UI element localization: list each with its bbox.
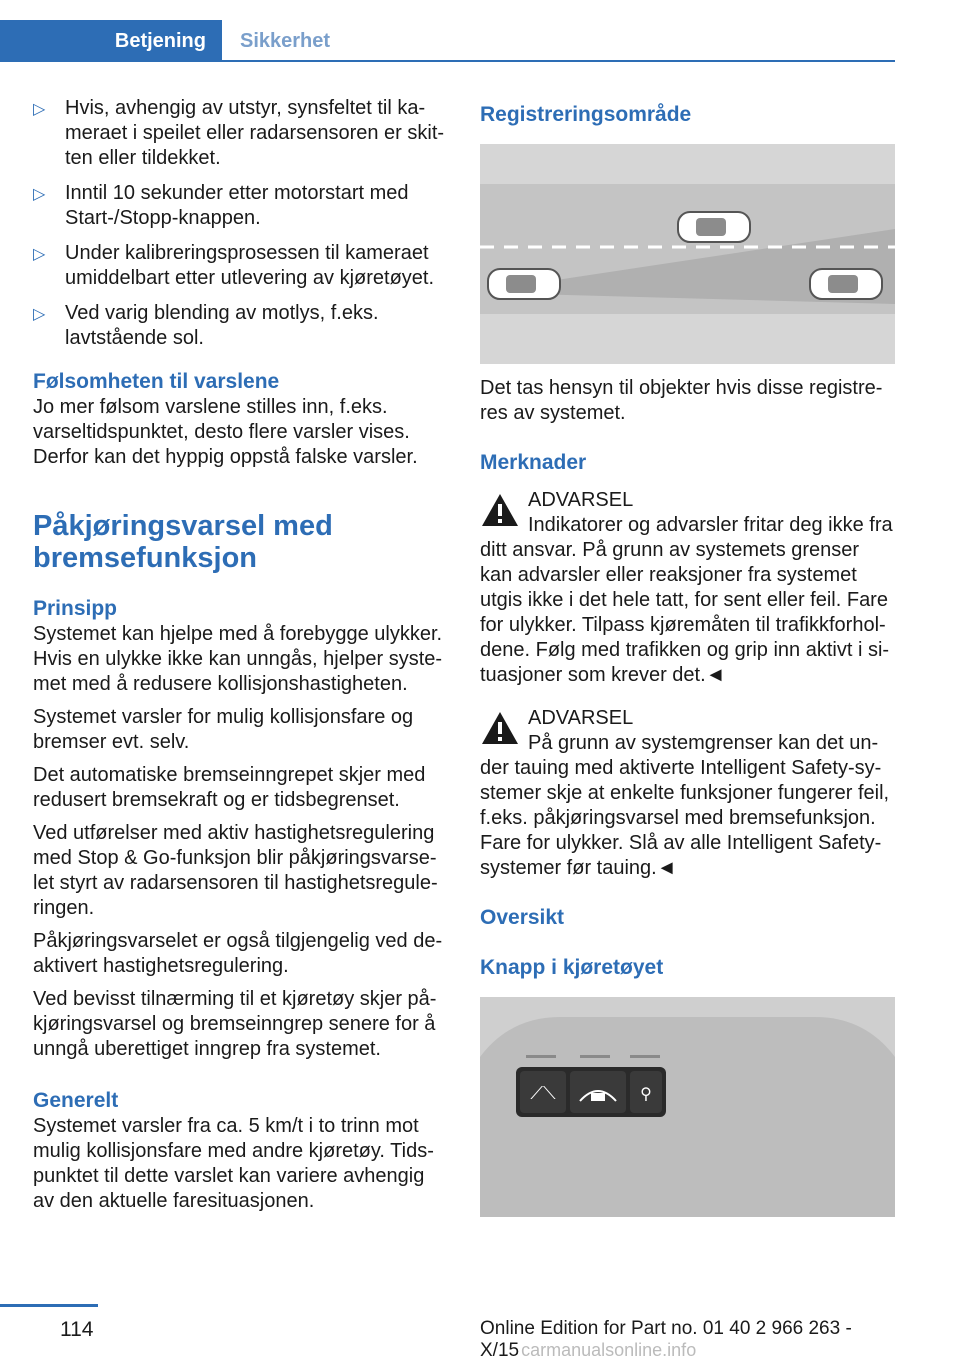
warning-triangle-icon	[480, 492, 520, 528]
header-divider	[222, 60, 895, 62]
list-item: ▷ Hvis, avhengig av utstyr, synsfeltet til kameraet i speilet eller radarsensoren er skitten eller tildekket.	[33, 97, 445, 169]
left-column	[33, 96, 448, 1222]
list-item: ▷ Inntil 10 sekunder etter motorstart med Start-/Stopp-knappen.	[33, 182, 409, 229]
button-panel-illustration	[480, 997, 895, 1217]
warning-block	[480, 488, 895, 513]
registration-heading: Registreringsområde	[480, 103, 692, 126]
car-icon	[678, 212, 750, 242]
footer-edition: Online Edition for Part no. 01 40 2 966 263 - X/15 carmanualsonline.info	[480, 1318, 852, 1361]
tab-sikkerhet[interactable]: Sikkerhet	[240, 29, 331, 52]
main-heading: Påkjøringsvarsel med bremsefunksjon	[33, 510, 333, 574]
limitations-list	[33, 96, 448, 361]
collision-warning-button-icon	[570, 1071, 626, 1113]
warning-text: På grunn av systemgrenser kan det under tauing med aktiverte Intelligent Safety-systemer skje at enkelte funksjoner fungerer feil, f.eks. påkjøringsvarsel med bremsefunksjon. Fare for ulykker. Slå av alle Intelligent Safety-systemer før tauing.◄	[480, 732, 890, 879]
header-tabbar	[0, 0, 895, 62]
car-icon	[810, 269, 882, 299]
list-item: ▷ Under kalibreringsprosessen til kameraet umiddelbart etter utlevering av kjøretøyet.	[33, 242, 435, 289]
triangle-bullet-icon: ▷	[33, 101, 46, 118]
principle-heading: Prinsipp	[33, 597, 118, 620]
warning-text: Indikatorer og advarsler fritar deg ikke fra ditt ansvar. På grunn av systemets grenser kan advarsler eller reaksjoner fra systemet utgis ikke i det hele tatt, for sent eller feil. Fare for ulykker. Tilpass kjøremåten til trafikkforholdene. Følg med trafikken og grip inn aktivt i situasjoner som krever det.◄	[480, 514, 893, 686]
triangle-bullet-icon: ▷	[33, 186, 46, 203]
warning-triangle-icon	[480, 710, 520, 746]
sensitivity-text: Jo mer følsom varslene stilles inn, f.eks. varseltidspunktet, desto flere varsler vises. Derfor kan det hyppig oppstå falske varsler.	[33, 396, 418, 468]
principle-paragraph: Påkjøringsvarselet er også tilgjengelig ved deaktivert hastighetsregulering.	[33, 930, 443, 977]
road-diagram	[480, 144, 895, 364]
pedestrian-warning-button-icon	[630, 1071, 662, 1113]
detection-area-illustration	[480, 144, 895, 364]
button-heading: Knapp i kjøretøyet	[480, 956, 664, 979]
principle-paragraph: Det automatiske bremseinngrepet skjer med redusert bremsekraft og er tidsbegrenset.	[33, 764, 426, 811]
principle-paragraph: Systemet varsler for mulig kollisjonsfare og bremser evt. selv.	[33, 706, 414, 753]
page-number: 114	[60, 1318, 94, 1341]
notes-heading: Merknader	[480, 451, 587, 474]
warning-title: ADVARSEL	[528, 707, 634, 729]
general-text: Systemet varsler fra ca. 5 km/t i to trinn mot mulig kollisjonsfare med andre kjøretøy. Tidspunktet til dette varslet kan variere avhengig av den aktuelle faresituasjonen.	[33, 1115, 434, 1212]
triangle-bullet-icon: ▷	[33, 246, 46, 263]
page-number-bar	[0, 1304, 98, 1307]
tab-betjening[interactable]: Betjening	[0, 20, 222, 62]
triangle-bullet-icon: ▷	[33, 306, 46, 323]
principle-paragraph: Ved bevisst tilnærming til et kjøretøy skjer påkjøringsvarsel og bremseinngrep senere for å unngå uberettiget inngrep fra systemet.	[33, 988, 437, 1060]
warning-block	[480, 706, 895, 731]
principle-paragraph: Systemet kan hjelpe med å forebygge ulykker. Hvis en ulykke ikke kan unngås, hjelper systemet med å redusere kollisjonshastigheten.	[33, 623, 443, 695]
warning-title: ADVARSEL	[528, 489, 634, 511]
overview-heading: Oversikt	[480, 906, 565, 929]
right-column	[480, 96, 895, 1217]
list-item: ▷ Ved varig blending av motlys, f.eks. lavtstående sol.	[33, 302, 379, 349]
car-icon	[488, 269, 560, 299]
principle-paragraph: Ved utførelser med aktiv hastighetsregulering med Stop & Go-funksjon blir påkjøringsvarselet styrt av radarsensoren til hastighetsreguleringen.	[33, 822, 438, 919]
vehicle-buttons-photo	[480, 997, 895, 1217]
lane-assist-button-icon	[520, 1071, 566, 1113]
svg-text:⟋⟍: ⟋⟍	[530, 1083, 556, 1104]
general-heading: Generelt	[33, 1089, 119, 1112]
registration-text: Det tas hensyn til objekter hvis disse registreres av systemet.	[480, 377, 883, 424]
watermark: carmanualsonline.info	[521, 1340, 697, 1360]
svg-text:⚲: ⚲	[640, 1084, 652, 1103]
sensitivity-heading: Følsomheten til varslene	[33, 370, 280, 393]
